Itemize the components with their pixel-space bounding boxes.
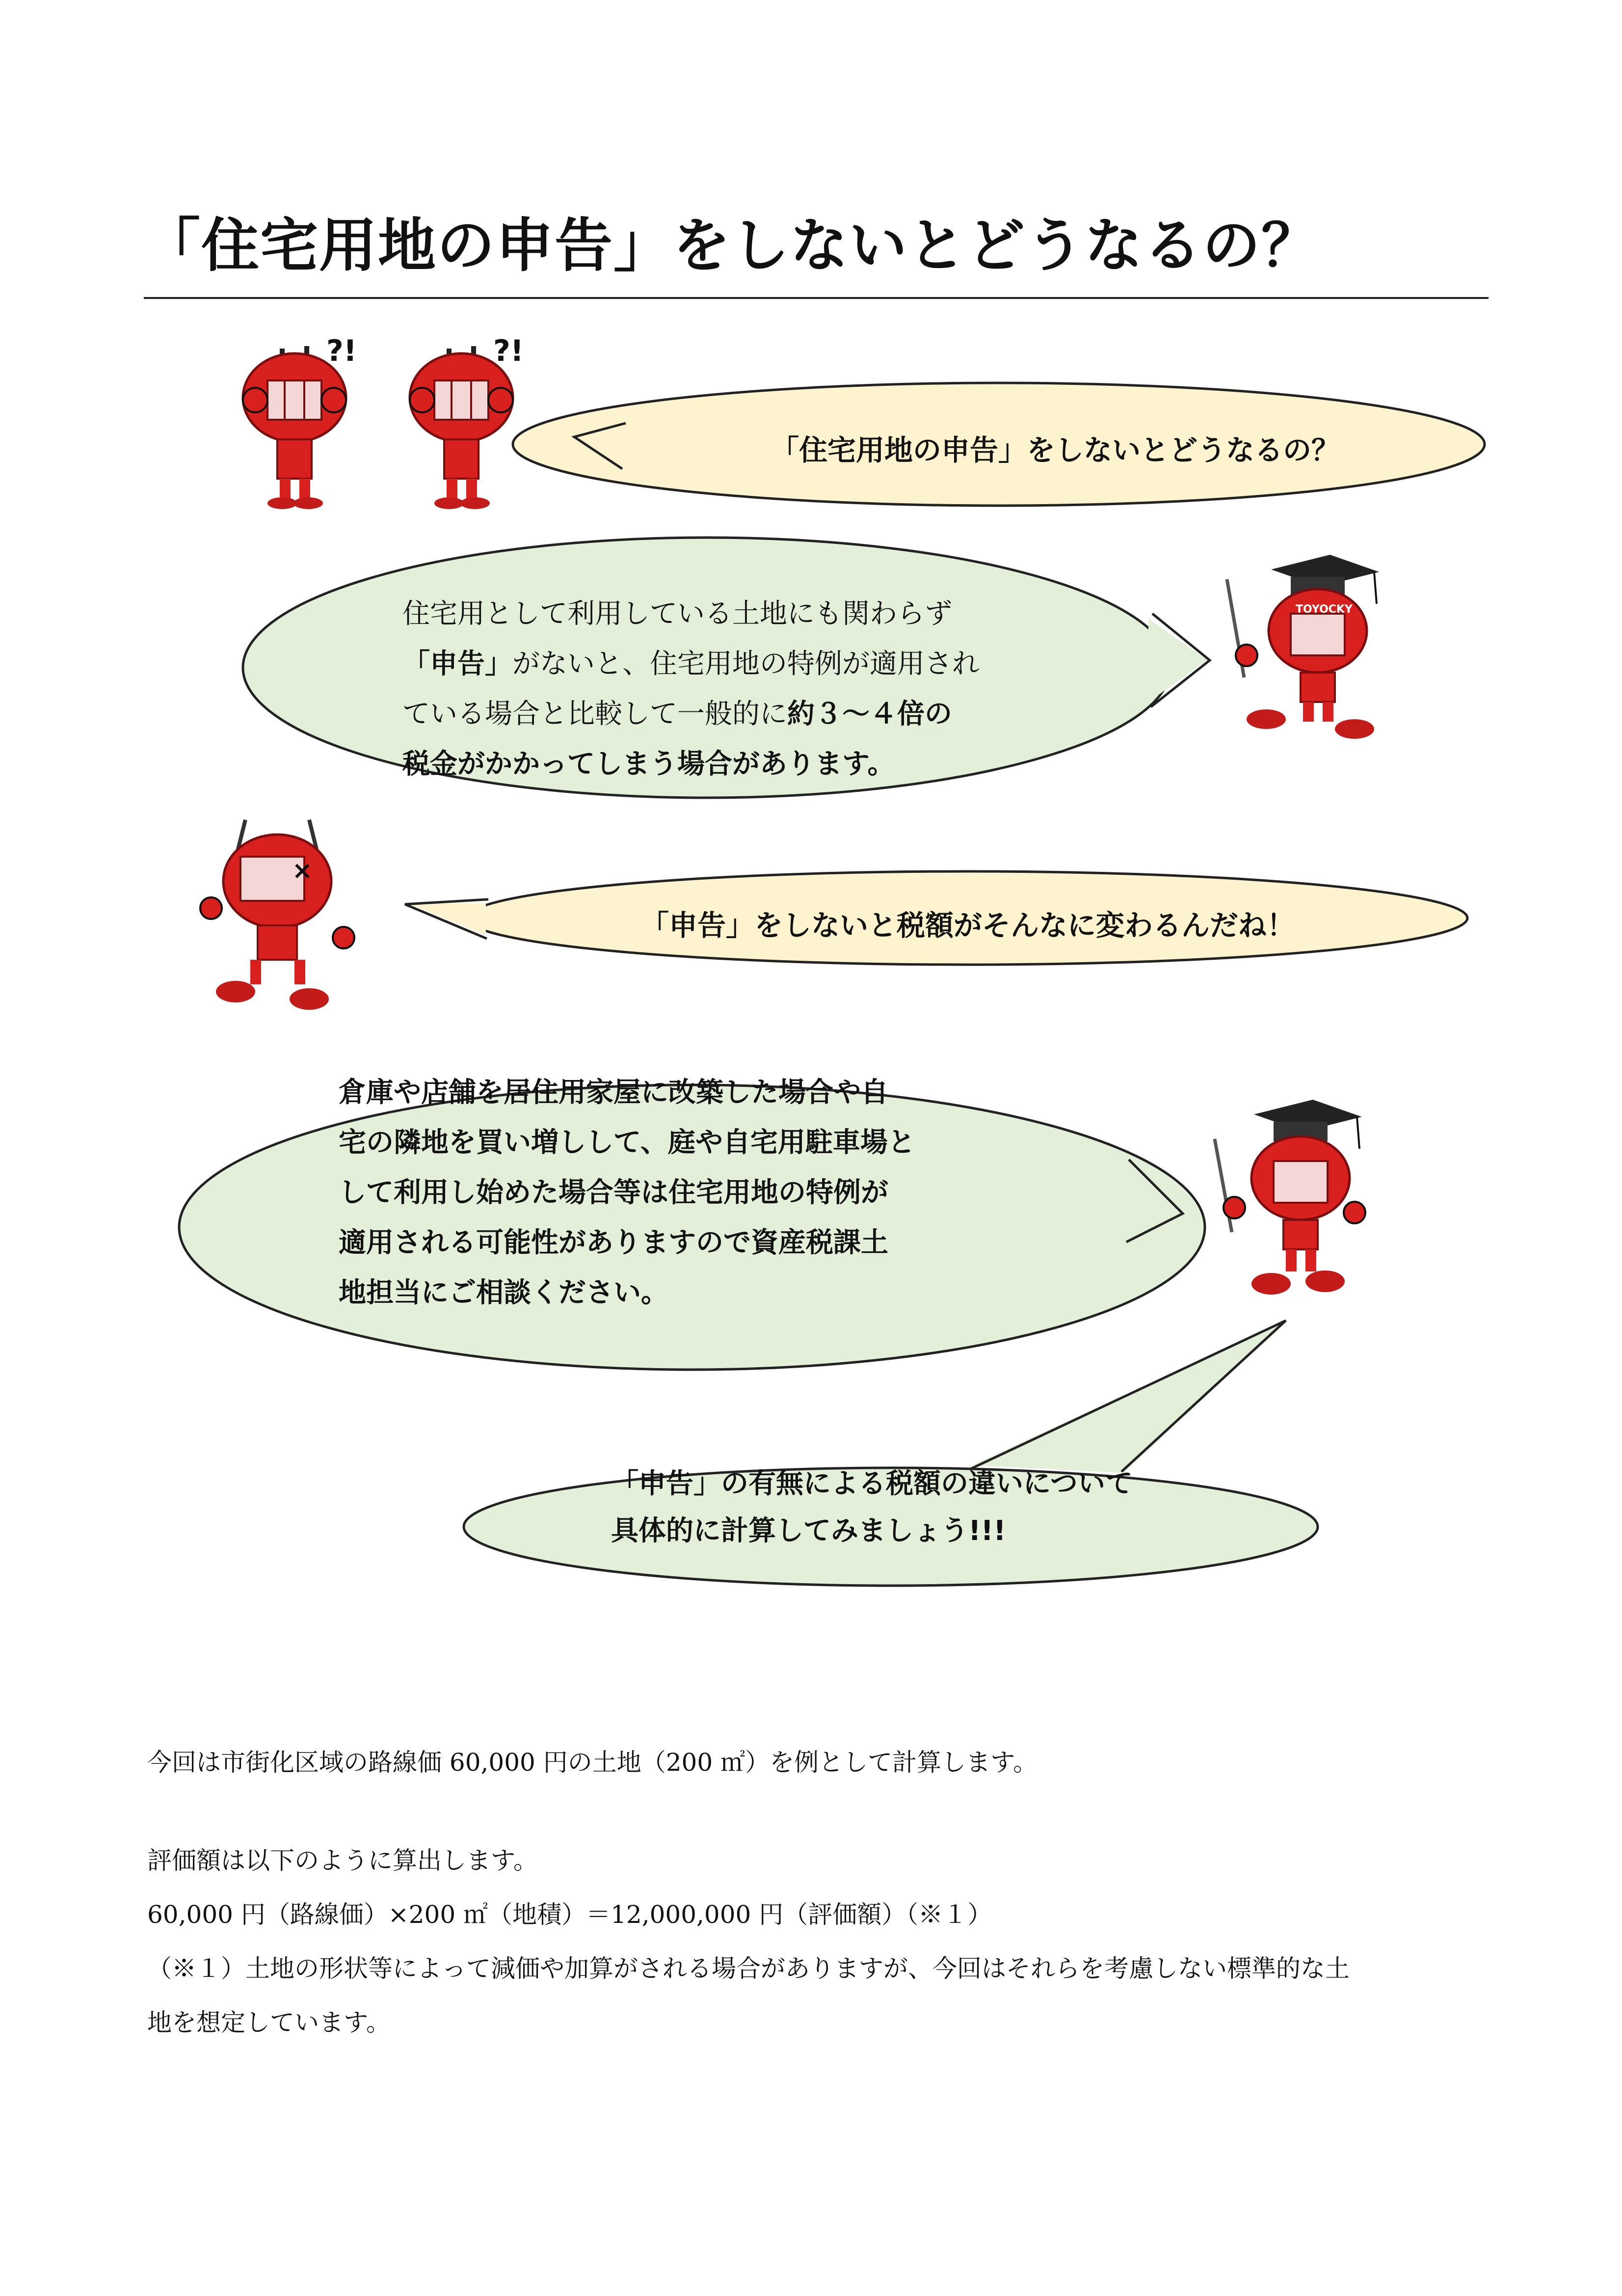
answer-1-line-3-plain: ている場合と比較して一般的に bbox=[402, 698, 787, 730]
mascot-badge: TOYOCKY bbox=[1296, 603, 1353, 616]
calculation-heading: 評価額は以下のように算出します。 bbox=[147, 1846, 538, 1875]
calculation-section bbox=[147, 1834, 1350, 2050]
answer-3-line-2: 具体的に計算してみましょう!!! bbox=[611, 1515, 1006, 1547]
mascot-confused-2 bbox=[388, 334, 545, 511]
answer-1-emphasis-shinkoku: 「申告」 bbox=[402, 648, 512, 680]
mascot-surprised bbox=[191, 810, 368, 1011]
answer-1-line-2 bbox=[402, 639, 980, 689]
answer-2-line-5: 地担当にご相談ください。 bbox=[339, 1277, 668, 1309]
answer-1-line-1: 住宅用として利用している土地にも関わらず bbox=[402, 598, 952, 630]
footnote-line-1: （※１）土地の形状等によって減価や加算がされる場合がありますが、今回はそれらを考慮しない標準的な土 bbox=[147, 1954, 1350, 1983]
svg-text:?!: ?! bbox=[493, 334, 524, 368]
footnote-line-2: 地を想定しています。 bbox=[147, 2008, 391, 2037]
answer-1-text bbox=[402, 589, 980, 789]
answer-3-text bbox=[611, 1460, 1133, 1555]
answer-2-text bbox=[339, 1068, 915, 1318]
mascot-graduate-2 bbox=[1207, 1095, 1374, 1301]
answer-2-line-3: して利用し始めた場合等は住宅用地の特例が bbox=[339, 1177, 888, 1209]
calculation-formula: 60,000 円（路線価）×200 ㎡（地積）＝12,000,000 円（評価額）（※１） bbox=[147, 1900, 992, 1929]
answer-1-emphasis-multiplier: 約３～４倍の bbox=[787, 698, 952, 730]
mascot-graduate-1 bbox=[1217, 550, 1384, 746]
mascot-confused-1 bbox=[221, 334, 378, 511]
page-title: 「住宅用地の申告」をしないとどうなるの？ bbox=[142, 212, 1321, 279]
answer-2-line-4: 適用される可能性がありますので資産税課土 bbox=[339, 1227, 888, 1259]
svg-text:×: × bbox=[292, 856, 313, 885]
answer-1-line-4: 税金がかかってしまう場合があります。 bbox=[402, 748, 895, 780]
answer-1-line-2-rest: がないと、住宅用地の特例が適用され bbox=[512, 648, 980, 680]
answer-2-line-2: 宅の隣地を買い増しして、庭や自宅用駐車場と bbox=[339, 1127, 915, 1159]
intro-paragraph: 今回は市街化区域の路線価 60,000 円の土地（200 ㎡）を例として計算します。 bbox=[147, 1748, 1038, 1777]
answer-1-line-3 bbox=[402, 689, 980, 739]
answer-2-line-1: 倉庫や店舗を居住用家屋に改築した場合や自 bbox=[339, 1077, 888, 1108]
question-2-text: 「申告」をしないと税額がそんなに変わるんだね！ bbox=[640, 909, 1296, 942]
answer-3-line-1: 「申告」の有無による税額の違いについて bbox=[611, 1468, 1133, 1500]
question-1-text: 「住宅用地の申告」をしないとどうなるの？ bbox=[771, 433, 1340, 467]
svg-text:?!: ?! bbox=[326, 334, 357, 368]
